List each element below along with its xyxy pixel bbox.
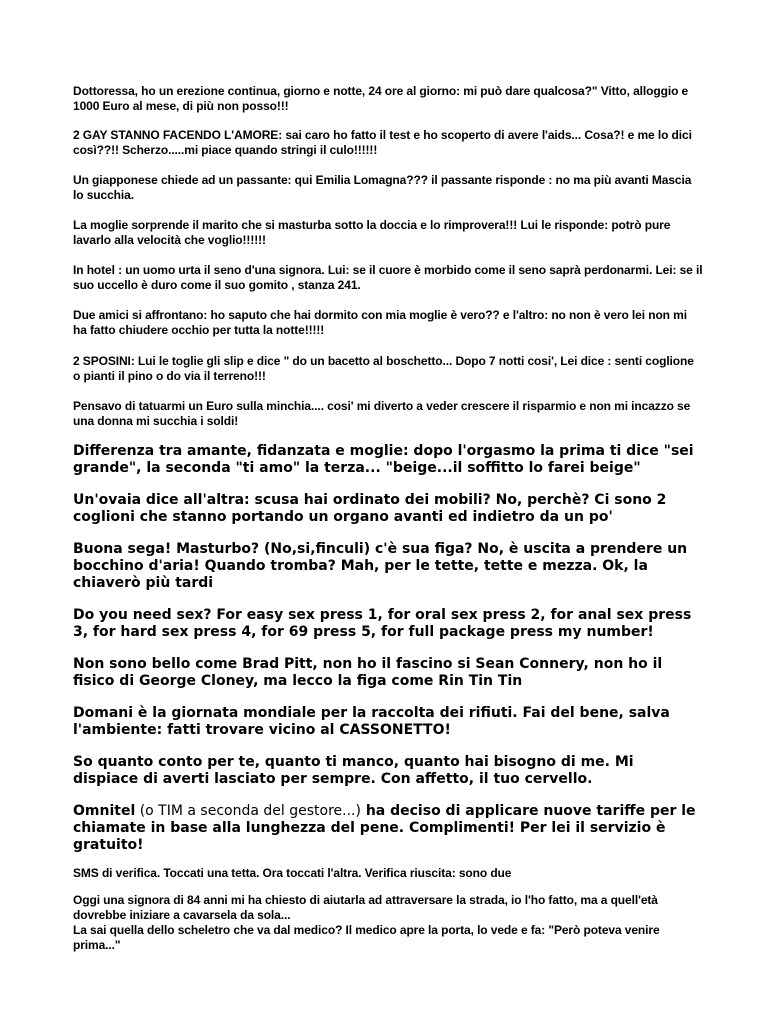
document-body xyxy=(73,84,703,953)
joke-paragraph: Dottoressa, ho un erezione continua, giorno e notte, 24 ore al giorno: mi può dare qualcosa?" Vitto, alloggio e 1000 Euro al mese, di più non posso!!! xyxy=(73,84,689,113)
joke-paragraph: 2 GAY STANNO FACENDO L'AMORE: sai caro ho fatto il test e ho scoperto di avere l'aids... Cosa?! e me lo dici così??!! Scherzo.....mi piace quando stringi il culo!!!!!! xyxy=(73,128,692,157)
joke-paragraph: La moglie sorprende il marito che si masturba sotto la doccia e lo rimprovera!!! Lui le risponde: potrò pure lavarlo alla velocità che voglio!!!!!! xyxy=(73,218,671,247)
omnitel-rest: ha deciso di applicare nuove tariffe per le chiamate in base alla lunghezza del pene. Complimenti! Per lei il servizio è gratuito! xyxy=(73,803,696,853)
joke-paragraph: Domani è la giornata mondiale per la raccolta dei rifiuti. Fai del bene, salva l'ambiente: fatti trovare vicino al CASSONETTO! xyxy=(73,705,670,738)
joke-paragraph: So quanto conto per te, quanto ti manco, quanto hai bisogno di me. Mi dispiace di averti lasciato per sempre. Con affetto, il tuo cervello. xyxy=(73,754,634,787)
joke-paragraph: La sai quella dello scheletro che va dal medico? Il medico apre la porta, lo vede e fa: "Però poteva venire prima..." xyxy=(73,923,660,952)
joke-paragraph: Due amici si affrontano: ho saputo che hai dormito con mia moglie è vero?? e l'altro: no non è vero lei non mi ha fatto chiudere occhio per tutta la notte!!!!! xyxy=(73,308,687,337)
joke-paragraph: Do you need sex? For easy sex press 1, for oral sex press 2, for anal sex press 3, for hard sex press 4, for 69 press 5, for full package press my number! xyxy=(73,607,692,640)
omnitel-paragraph xyxy=(73,803,703,854)
joke-paragraph: In hotel : un uomo urta il seno d'una signora. Lui: se il cuore è morbido come il seno saprà perdonarmi. Lei: se il suo uccello è duro come il suo gomito , stanza 241. xyxy=(73,263,703,292)
joke-paragraph: 2 SPOSINI: Lui le toglie gli slip e dice " do un bacetto al boschetto... Dopo 7 notti cosi', Lei dice : senti coglione o pianti il pino o do via il terreno!!! xyxy=(73,354,694,383)
joke-paragraph: SMS di verifica. Toccati una tetta. Ora toccati l'altra. Verifica riuscita: sono due xyxy=(73,866,512,880)
joke-paragraph: Un'ovaia dice all'altra: scusa hai ordinato dei mobili? No, perchè? Ci sono 2 coglioni che stanno portando un organo avanti ed indietro da un po' xyxy=(73,492,667,525)
omnitel-aside: (o TIM a seconda del gestore...) xyxy=(135,803,361,819)
joke-paragraph: Buona sega! Masturbo? (No,si,finculi) c'è sua figa? No, è uscita a prendere un bocchino d'aria! Quando tromba? Mah, per le tette, tette e mezza. Ok, la chiaverò più tardi xyxy=(73,541,688,591)
joke-paragraph: Pensavo di tatuarmi un Euro sulla minchia.... cosi' mi diverto a veder crescere il risparmio e non mi incazzo se una donna mi succhia i soldi! xyxy=(73,399,691,428)
joke-paragraph: Non sono bello come Brad Pitt, non ho il fascino si Sean Connery, non ho il fisico di George Cloney, ma lecco la figa come Rin Tin Tin xyxy=(73,656,663,689)
joke-paragraph: Un giapponese chiede ad un passante: qui Emilia Lomagna??? il passante risponde : no ma più avanti Mascia lo succhia. xyxy=(73,173,692,202)
joke-paragraph: Oggi una signora di 84 anni mi ha chiesto di aiutarla ad attraversare la strada, io l'ho fatto, ma a quell'età dovrebbe iniziare a cavarsela da sola... xyxy=(73,893,658,922)
omnitel-brand: Omnitel xyxy=(73,803,136,819)
joke-paragraph: Differenza tra amante, fidanzata e moglie: dopo l'orgasmo la prima ti dice "sei grande", la seconda "ti amo" la terza... "beige...il soffitto lo farei beige" xyxy=(73,443,694,476)
